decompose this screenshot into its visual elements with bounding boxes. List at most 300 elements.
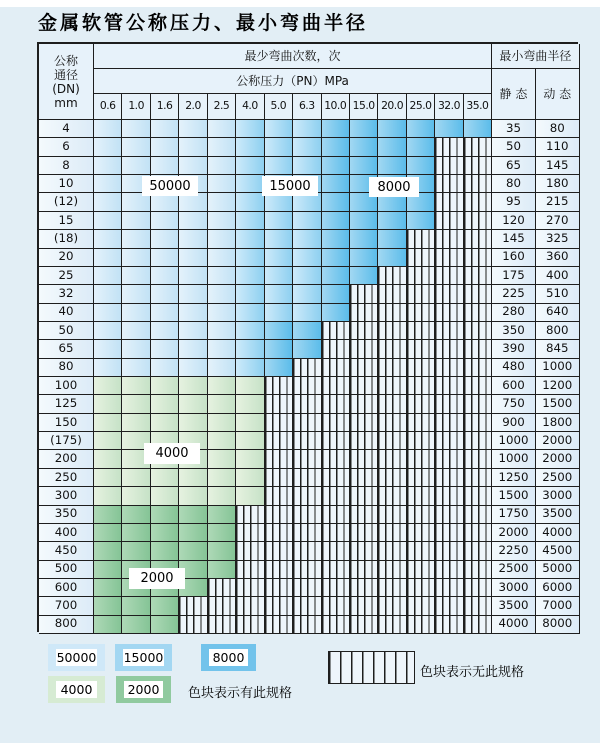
spec-cell-none — [293, 469, 321, 487]
spec-cell-8000 — [322, 157, 350, 175]
dynamic-radius-cell: 110 — [536, 138, 580, 156]
spec-cell-50000 — [179, 249, 207, 267]
spec-cell-15000 — [265, 193, 293, 211]
spec-cell-15000 — [236, 267, 264, 285]
spec-cell-8000 — [378, 157, 406, 175]
spec-cell-none — [435, 597, 463, 615]
spec-cell-none — [464, 157, 492, 175]
spec-cell-8000 — [322, 138, 350, 156]
spec-cell-none — [464, 230, 492, 248]
header-bend-cycles: 最少弯曲次数，次 — [94, 44, 492, 69]
spec-cell-none — [435, 267, 463, 285]
dn-cell: 800 — [39, 616, 94, 634]
spec-cell-15000 — [265, 157, 293, 175]
static-radius-cell: 2000 — [492, 524, 536, 542]
spec-cell-none — [464, 469, 492, 487]
spec-cell-4000 — [236, 469, 264, 487]
spec-cell-none — [293, 414, 321, 432]
spec-cell-2000 — [179, 542, 207, 560]
spec-cell-none — [378, 359, 406, 377]
spec-cell-none — [378, 395, 406, 413]
spec-cell-none — [350, 340, 378, 358]
dn-cell: 32 — [39, 285, 94, 303]
header-dn-line2: 通径 — [53, 67, 78, 82]
spec-cell-none — [322, 524, 350, 542]
spec-cell-8000 — [378, 120, 406, 138]
spec-cell-4000 — [94, 377, 122, 395]
header-dn-line1: 公称 — [53, 53, 78, 68]
spec-cell-50000 — [94, 157, 122, 175]
header-pn-2.0: 2.0 — [179, 94, 207, 120]
spec-cell-none — [350, 395, 378, 413]
static-radius-cell: 1750 — [492, 506, 536, 524]
spec-cell-none — [293, 542, 321, 560]
spec-cell-none — [236, 579, 264, 597]
spec-cell-none — [208, 597, 236, 615]
spec-cell-4000 — [179, 395, 207, 413]
static-radius-cell: 2500 — [492, 561, 536, 579]
dynamic-radius-cell: 3500 — [536, 506, 580, 524]
spec-cell-none — [435, 285, 463, 303]
spec-cell-none — [464, 450, 492, 468]
spec-cell-8000 — [378, 212, 406, 230]
dn-cell: 350 — [39, 506, 94, 524]
dynamic-radius-cell: 215 — [536, 193, 580, 211]
spec-cell-50000 — [151, 120, 179, 138]
dn-cell: 80 — [39, 359, 94, 377]
spec-cell-8000 — [265, 359, 293, 377]
spec-cell-50000 — [179, 138, 207, 156]
spec-cell-4000 — [179, 377, 207, 395]
spec-cell-50000 — [208, 267, 236, 285]
spec-cell-15000 — [236, 212, 264, 230]
static-radius-cell: 1000 — [492, 450, 536, 468]
spec-cell-none — [464, 193, 492, 211]
dynamic-radius-cell: 640 — [536, 304, 580, 322]
spec-cell-none — [407, 450, 435, 468]
spec-cell-8000 — [350, 212, 378, 230]
spec-cell-8000 — [322, 193, 350, 211]
spec-cell-none — [265, 395, 293, 413]
spec-cell-none — [435, 524, 463, 542]
spec-cell-8000 — [378, 249, 406, 267]
static-radius-cell: 50 — [492, 138, 536, 156]
spec-cell-none — [322, 597, 350, 615]
spec-cell-none — [435, 506, 463, 524]
spec-cell-none — [464, 395, 492, 413]
dn-cell: 125 — [39, 395, 94, 413]
spec-cell-none — [378, 597, 406, 615]
spec-cell-50000 — [122, 322, 150, 340]
spec-cell-50000 — [208, 212, 236, 230]
spec-cell-none — [265, 542, 293, 560]
spec-cell-50000 — [122, 193, 150, 211]
static-radius-cell: 280 — [492, 304, 536, 322]
spec-cell-50000 — [151, 138, 179, 156]
spec-cell-none — [378, 450, 406, 468]
dynamic-radius-cell: 2500 — [536, 469, 580, 487]
spec-cell-none — [322, 322, 350, 340]
spec-cell-none — [464, 304, 492, 322]
spec-cell-none — [265, 487, 293, 505]
header-pn-1.6: 1.6 — [151, 94, 179, 120]
spec-cell-50000 — [151, 212, 179, 230]
static-radius-cell: 65 — [492, 157, 536, 175]
spec-cell-50000 — [208, 359, 236, 377]
spec-cell-2000 — [94, 616, 122, 634]
spec-cell-50000 — [94, 285, 122, 303]
spec-cell-15000 — [293, 249, 321, 267]
spec-cell-50000 — [208, 120, 236, 138]
dynamic-radius-cell: 180 — [536, 175, 580, 193]
zone-label-2000: 2000 — [129, 568, 185, 589]
spec-cell-none — [464, 616, 492, 634]
dn-cell: (175) — [39, 432, 94, 450]
header-dynamic: 动 态 — [536, 69, 580, 120]
spec-cell-none — [464, 561, 492, 579]
spec-cell-50000 — [151, 359, 179, 377]
spec-cell-15000 — [236, 157, 264, 175]
spec-cell-8000 — [350, 230, 378, 248]
spec-cell-4000 — [94, 414, 122, 432]
dynamic-radius-cell: 1800 — [536, 414, 580, 432]
spec-cell-none — [293, 450, 321, 468]
spec-cell-8000 — [407, 212, 435, 230]
static-radius-cell: 1250 — [492, 469, 536, 487]
spec-cell-50000 — [179, 304, 207, 322]
spec-cell-none — [407, 487, 435, 505]
spec-cell-4000 — [179, 414, 207, 432]
spec-cell-none — [464, 212, 492, 230]
spec-cell-none — [435, 138, 463, 156]
spec-cell-none — [407, 304, 435, 322]
static-radius-cell: 1500 — [492, 487, 536, 505]
legend-item-label: 4000 — [56, 681, 97, 698]
spec-cell-none — [464, 597, 492, 615]
spec-cell-none — [322, 579, 350, 597]
spec-cell-none — [293, 597, 321, 615]
spec-cell-50000 — [122, 340, 150, 358]
header-pn-35.0: 35.0 — [464, 94, 492, 120]
dn-cell: 200 — [39, 450, 94, 468]
spec-cell-4000 — [151, 469, 179, 487]
spec-cell-none — [407, 414, 435, 432]
spec-cell-50000 — [151, 340, 179, 358]
spec-cell-none — [265, 432, 293, 450]
spec-cell-50000 — [179, 359, 207, 377]
static-radius-cell: 480 — [492, 359, 536, 377]
dn-cell: 400 — [39, 524, 94, 542]
spec-cell-none — [350, 506, 378, 524]
spec-cell-none — [378, 487, 406, 505]
spec-cell-none — [378, 579, 406, 597]
spec-cell-none — [435, 377, 463, 395]
spec-cell-none — [407, 542, 435, 560]
spec-cell-none — [378, 432, 406, 450]
spec-cell-none — [407, 432, 435, 450]
spec-cell-50000 — [151, 193, 179, 211]
spec-cell-none — [350, 432, 378, 450]
spec-cell-2000 — [179, 524, 207, 542]
dn-cell: 40 — [39, 304, 94, 322]
spec-cell-4000 — [151, 414, 179, 432]
spec-cell-none — [293, 506, 321, 524]
spec-cell-none — [236, 506, 264, 524]
spec-cell-none — [464, 249, 492, 267]
spec-cell-2000 — [151, 506, 179, 524]
static-radius-cell: 3000 — [492, 579, 536, 597]
spec-cell-none — [293, 561, 321, 579]
spec-cell-4000 — [122, 414, 150, 432]
zone-label-4000: 4000 — [144, 443, 200, 464]
spec-cell-none — [464, 506, 492, 524]
dn-cell: 600 — [39, 579, 94, 597]
spec-cell-4000 — [122, 395, 150, 413]
spec-cell-15000 — [236, 230, 264, 248]
spec-cell-none — [407, 506, 435, 524]
spec-cell-none — [407, 597, 435, 615]
dn-cell: 15 — [39, 212, 94, 230]
spec-cell-50000 — [179, 157, 207, 175]
spec-cell-none — [435, 304, 463, 322]
spec-cell-none — [350, 597, 378, 615]
spec-cell-none — [350, 469, 378, 487]
spec-cell-50000 — [122, 359, 150, 377]
spec-cell-8000 — [322, 212, 350, 230]
static-radius-cell: 3500 — [492, 597, 536, 615]
spec-cell-none — [378, 524, 406, 542]
static-radius-cell: 750 — [492, 395, 536, 413]
dn-cell: 10 — [39, 175, 94, 193]
spec-cell-50000 — [179, 285, 207, 303]
spec-cell-4000 — [122, 469, 150, 487]
spec-cell-none — [378, 267, 406, 285]
spec-cell-none — [293, 359, 321, 377]
spec-cell-none — [378, 304, 406, 322]
zone-label-8000: 8000 — [369, 177, 419, 197]
spec-cell-8000 — [322, 267, 350, 285]
header-dn-line3: (DN) — [52, 81, 80, 96]
spec-cell-none — [265, 506, 293, 524]
static-radius-cell: 145 — [492, 230, 536, 248]
spec-cell-50000 — [208, 175, 236, 193]
spec-cell-none — [378, 469, 406, 487]
spec-cell-8000 — [350, 249, 378, 267]
spec-cell-50000 — [179, 340, 207, 358]
spec-cell-none — [378, 322, 406, 340]
dynamic-radius-cell: 2000 — [536, 432, 580, 450]
dn-cell: (12) — [39, 193, 94, 211]
static-radius-cell: 2250 — [492, 542, 536, 560]
dynamic-radius-cell: 4000 — [536, 524, 580, 542]
header-pn-4.0: 4.0 — [236, 94, 264, 120]
dynamic-radius-cell: 845 — [536, 340, 580, 358]
dynamic-radius-cell: 270 — [536, 212, 580, 230]
legend-item-2000 — [116, 676, 171, 703]
static-radius-cell: 120 — [492, 212, 536, 230]
spec-cell-4000 — [208, 414, 236, 432]
spec-cell-none — [407, 616, 435, 634]
spec-cell-none — [407, 469, 435, 487]
spec-cell-none — [350, 450, 378, 468]
spec-cell-none — [378, 377, 406, 395]
spec-cell-50000 — [208, 322, 236, 340]
spec-cell-15000 — [293, 230, 321, 248]
spec-cell-50000 — [94, 193, 122, 211]
spec-cell-none — [350, 561, 378, 579]
spec-cell-4000 — [208, 469, 236, 487]
static-radius-cell: 4000 — [492, 616, 536, 634]
spec-cell-8000 — [293, 340, 321, 358]
spec-cell-50000 — [208, 193, 236, 211]
spec-cell-8000 — [350, 138, 378, 156]
spec-cell-8000 — [322, 249, 350, 267]
header-nominal-pressure: 公称压力（PN）MPa — [94, 69, 492, 94]
header-pn-5.0: 5.0 — [265, 94, 293, 120]
spec-cell-none — [407, 249, 435, 267]
spec-cell-none — [464, 524, 492, 542]
spec-cell-15000 — [236, 193, 264, 211]
spec-cell-none — [464, 542, 492, 560]
spec-cell-none — [236, 597, 264, 615]
spec-cell-none — [265, 579, 293, 597]
spec-cell-4000 — [151, 377, 179, 395]
header-dn-line4: mm — [54, 95, 78, 110]
spec-cell-2000 — [151, 542, 179, 560]
spec-cell-none — [464, 285, 492, 303]
spec-cell-4000 — [236, 432, 264, 450]
dn-cell: (18) — [39, 230, 94, 248]
spec-cell-none — [435, 616, 463, 634]
spec-cell-50000 — [151, 322, 179, 340]
legend-item-8000 — [201, 644, 256, 671]
spec-cell-4000 — [236, 487, 264, 505]
spec-cell-50000 — [94, 212, 122, 230]
spec-cell-15000 — [265, 120, 293, 138]
static-radius-cell: 80 — [492, 175, 536, 193]
spec-cell-15000 — [236, 304, 264, 322]
spec-cell-none — [435, 450, 463, 468]
legend-item-50000 — [48, 644, 105, 671]
spec-cell-8000 — [407, 138, 435, 156]
spec-cell-15000 — [236, 340, 264, 358]
spec-cell-15000 — [293, 138, 321, 156]
spec-cell-8000 — [378, 138, 406, 156]
spec-cell-50000 — [208, 249, 236, 267]
spec-cell-15000 — [265, 285, 293, 303]
spec-cell-none — [464, 414, 492, 432]
spec-cell-4000 — [151, 487, 179, 505]
spec-cell-4000 — [236, 377, 264, 395]
header-static: 静 态 — [492, 69, 536, 120]
dynamic-radius-cell: 5000 — [536, 561, 580, 579]
spec-cell-4000 — [151, 395, 179, 413]
spec-cell-none — [350, 579, 378, 597]
spec-cell-2000 — [94, 597, 122, 615]
spec-cell-2000 — [179, 506, 207, 524]
spec-cell-8000 — [265, 322, 293, 340]
page-title: 金属软管公称压力、最小弯曲半径 — [38, 12, 369, 34]
spec-cell-50000 — [208, 138, 236, 156]
header-pn-1.0: 1.0 — [122, 94, 150, 120]
spec-cell-none — [179, 616, 207, 634]
static-radius-cell: 1000 — [492, 432, 536, 450]
spec-cell-2000 — [151, 616, 179, 634]
spec-cell-50000 — [94, 175, 122, 193]
spec-cell-none — [378, 561, 406, 579]
dn-cell: 6 — [39, 138, 94, 156]
spec-cell-none — [435, 359, 463, 377]
spec-cell-none — [378, 616, 406, 634]
spec-cell-none — [350, 377, 378, 395]
spec-cell-4000 — [94, 469, 122, 487]
legend-item-4000 — [48, 676, 105, 703]
spec-cell-none — [265, 616, 293, 634]
header-pn-6.3: 6.3 — [293, 94, 321, 120]
dn-cell: 65 — [39, 340, 94, 358]
dynamic-radius-cell: 510 — [536, 285, 580, 303]
spec-cell-none — [464, 579, 492, 597]
dn-cell: 250 — [39, 469, 94, 487]
header-pn-20.0: 20.0 — [378, 94, 406, 120]
spec-cell-2000 — [151, 524, 179, 542]
spec-cell-none — [208, 579, 236, 597]
dynamic-radius-cell: 400 — [536, 267, 580, 285]
dn-cell: 4 — [39, 120, 94, 138]
spec-cell-8000 — [322, 120, 350, 138]
spec-cell-8000 — [435, 120, 463, 138]
static-radius-cell: 600 — [492, 377, 536, 395]
dn-cell: 500 — [39, 561, 94, 579]
spec-cell-50000 — [179, 212, 207, 230]
dn-cell: 700 — [39, 597, 94, 615]
spec-cell-8000 — [378, 230, 406, 248]
spec-cell-8000 — [464, 120, 492, 138]
spec-cell-8000 — [407, 157, 435, 175]
spec-cell-50000 — [151, 249, 179, 267]
spec-cell-none — [322, 616, 350, 634]
spec-cell-15000 — [236, 175, 264, 193]
spec-cell-none — [265, 524, 293, 542]
spec-cell-none — [350, 487, 378, 505]
spec-cell-15000 — [265, 138, 293, 156]
spec-cell-4000 — [179, 487, 207, 505]
spec-cell-8000 — [322, 175, 350, 193]
spec-cell-50000 — [122, 157, 150, 175]
legend-item-label: 8000 — [209, 649, 249, 666]
spec-cell-none — [435, 542, 463, 560]
spec-cell-none — [322, 340, 350, 358]
spec-cell-2000 — [122, 524, 150, 542]
spec-cell-50000 — [122, 212, 150, 230]
spec-cell-none — [322, 469, 350, 487]
dynamic-radius-cell: 2000 — [536, 450, 580, 468]
spec-cell-50000 — [179, 267, 207, 285]
spec-cell-none — [322, 450, 350, 468]
static-radius-cell: 175 — [492, 267, 536, 285]
spec-cell-none — [464, 267, 492, 285]
spec-cell-15000 — [265, 304, 293, 322]
spec-cell-15000 — [293, 212, 321, 230]
spec-cell-15000 — [236, 322, 264, 340]
spec-cell-50000 — [179, 120, 207, 138]
spec-cell-50000 — [94, 267, 122, 285]
dn-cell: 25 — [39, 267, 94, 285]
spec-cell-8000 — [322, 230, 350, 248]
spec-cell-none — [464, 340, 492, 358]
spec-cell-8000 — [350, 267, 378, 285]
spec-cell-none — [407, 340, 435, 358]
